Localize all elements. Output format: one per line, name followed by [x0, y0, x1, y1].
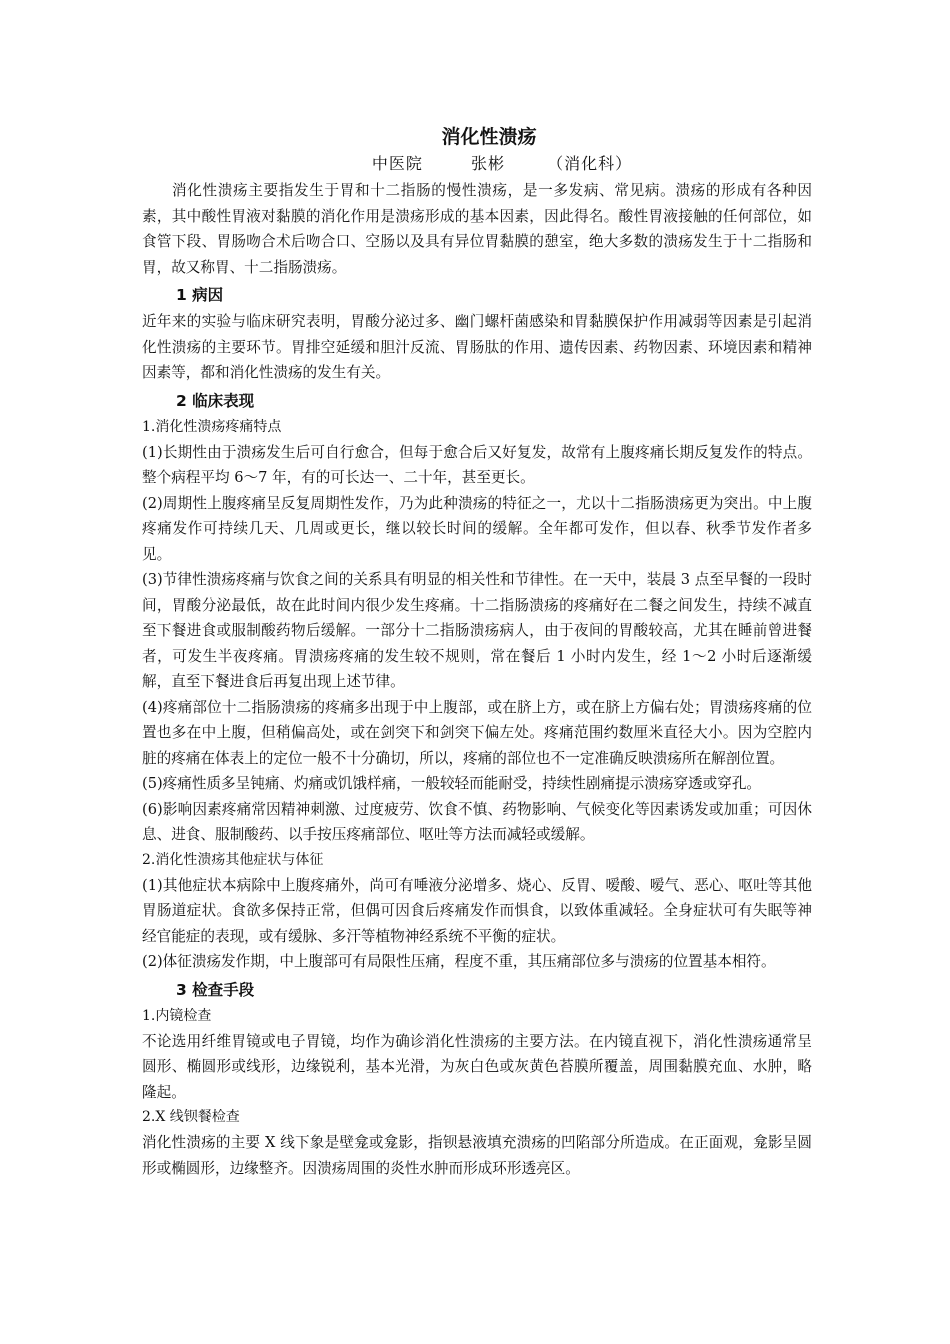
intro-paragraph: 消化性溃疡主要指发生于胃和十二指肠的慢性溃疡，是一多发病、常见病。溃疡的形成有各种因素，其中酸性胃液对黏膜的消化作用是溃疡形成的基本因素，因此得名。酸性胃液接触的任何部位，如食管下段、胃肠吻合术后吻合口、空肠以及具有异位胃黏膜的憩室，绝大多数的溃疡发生于十二指肠和胃，故又称胃、十二指肠溃疡。 [142, 182, 812, 276]
byline-author: 张彬 [470, 154, 505, 173]
subheading-barium: 2.X 线钡餐检查 [142, 1109, 240, 1125]
clinical-paragraph: (5)疼痛性质多呈钝痛、灼痛或饥饿样痛，一般较轻而能耐受，持续性剧痛提示溃疡穿透或穿孔。 [142, 775, 762, 792]
clinical-paragraph: (1)长期性由于溃疡发生后可自行愈合，但每于愈合后又好复发，故常有上腹疼痛长期反复发作的特点。整个病程平均 6～7 年，有的可长达一、二十年，甚至更长。 [142, 443, 812, 486]
examination-paragraph: 消化性溃疡的主要 X 线下象是壁龛或龛影，指钡悬液填充溃疡的凹陷部分所造成。在正面观，龛影呈圆形或椭圆形，边缘整齐。因溃疡周围的炎性水肿而形成环形透亮区。 [142, 1134, 812, 1177]
subheading-pain-features: 1.消化性溃疡疼痛特点 [142, 418, 282, 435]
document-title: 消化性溃疡 [441, 126, 537, 148]
examination-paragraph: 不论选用纤维胃镜或电子胃镜，均作为确诊消化性溃疡的主要方法。在内镜直视下，消化性溃疡通常呈圆形、椭圆形或线形，边缘锐利，基本光滑，为灰白色或灰黄色苔膜所覆盖，周围黏膜充血、水肿，略隆起。 [142, 1032, 812, 1101]
byline [142, 152, 812, 176]
clinical-paragraph: (6)影响因素疼痛常因精神刺激、过度疲劳、饮食不慎、药物影响、气候变化等因素诱发或加重；可因休息、进食、服制酸药、以手按压疼痛部位、呕吐等方法而减轻或缓解。 [142, 800, 812, 843]
section-heading-examination: 3 检查手段 [176, 980, 255, 999]
clinical-paragraph: (2)周期性上腹疼痛呈反复周期性发作，乃为此种溃疡的特征之一，尤以十二指肠溃疡更为突出。中上腹疼痛发作可持续几天、几周或更长，继以较长时间的缓解。全年都可发作，但以春、秋季节发作者多见。 [142, 494, 812, 563]
clinical-paragraph: (1)其他症状本病除中上腹疼痛外，尚可有唾液分泌增多、烧心、反胃、嗳酸、嗳气、恶心、呕吐等其他胃肠道症状。食欲多保持正常，但偶可因食后疼痛发作而惧食，以致体重减轻。全身症状可有失眠等神经官能症的表现，或有缓脉、多汗等植物神经系统不平衡的症状。 [142, 876, 812, 945]
section-heading-etiology: 1 病因 [176, 286, 224, 304]
etiology-paragraph: 近年来的实验与临床研究表明，胃酸分泌过多、幽门螺杆菌感染和胃黏膜保护作用减弱等因素是引起消化性溃疡的主要环节。胃排空延缓和胆汁反流、胃肠肽的作用、遗传因素、药物因素、环境因素和精神因素等，都和消化性溃疡的发生有关。 [142, 313, 812, 381]
clinical-paragraph: (2)体征溃疡发作期，中上腹部可有局限性压痛，程度不重，其压痛部位多与溃疡的位置基本相符。 [142, 953, 776, 970]
section-heading-clinical: 2 临床表现 [176, 391, 255, 410]
subheading-endoscopy: 1.内镜检查 [142, 1007, 212, 1024]
clinical-paragraph: (4)疼痛部位十二指肠溃疡的疼痛多出现于中上腹部，或在脐上方，或在脐上方偏右处；胃溃疡疼痛的位置也多在中上腹，但稍偏高处，或在剑突下和剑突下偏左处。疼痛范围约数厘米直径大小。因为空腔内脏的疼痛在体表上的定位一般不十分确切，所以，疼痛的部位也不一定准确反映溃疡所在解剖位置。 [142, 698, 812, 767]
byline-dept: （消化科） [547, 154, 633, 173]
clinical-paragraph: (3)节律性溃疡疼痛与饮食之间的关系具有明显的相关性和节律性。在一天中，装晨 3 点至早餐的一段时间，胃酸分泌最低，故在此时间内很少发生疼痛。十二指肠溃疡的疼痛好在二餐之间发生，持续不减直至下餐进食或服制酸药物后缓解。一部分十二指肠溃疡病人，由于夜间的胃酸较高，尤其在睡前曾进餐者，可发生半夜疼痛。胃溃疡疼痛的发生较不规则，常在餐后 1 小时内发生，经 1～2 小时后逐渐缓解，直至下餐进食后再复出现上述节律。 [142, 571, 812, 690]
subheading-other-symptoms: 2.消化性溃疡其他症状与体征 [142, 851, 324, 868]
byline-org: 中医院 [371, 154, 423, 173]
document-page [142, 122, 812, 1181]
